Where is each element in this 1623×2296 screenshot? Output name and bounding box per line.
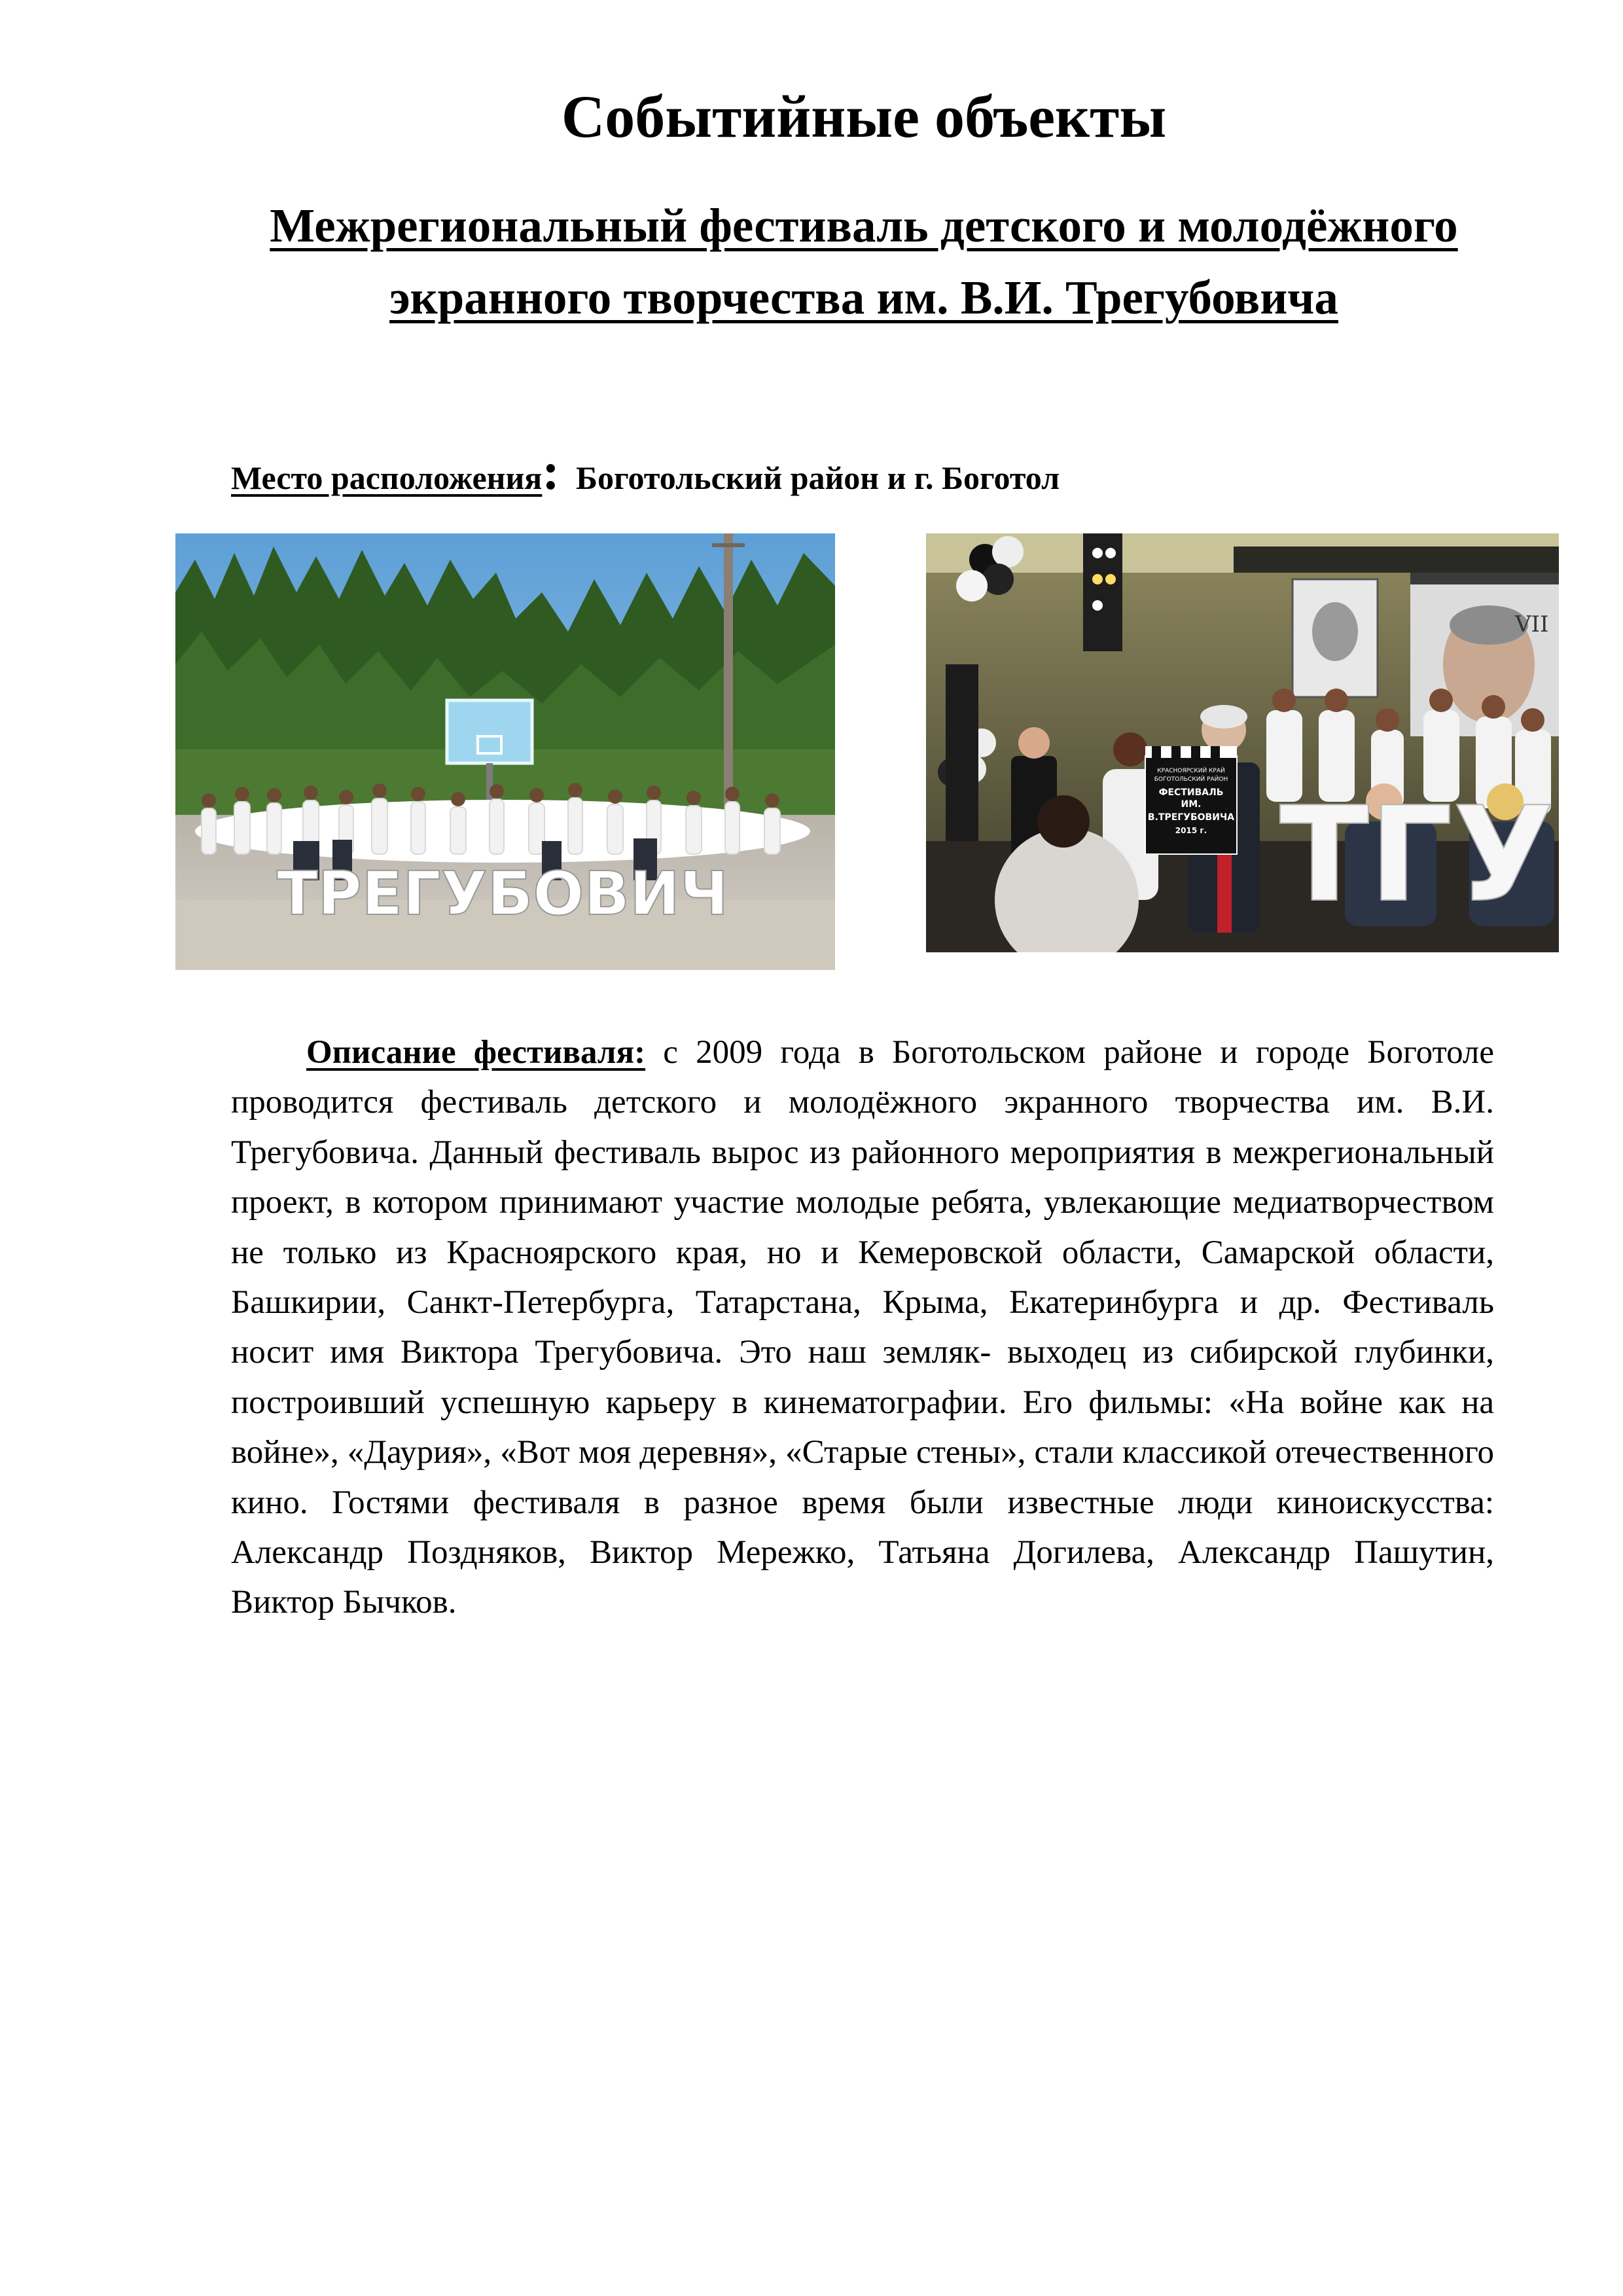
- photo-right-letters: ТГУ: [1279, 779, 1554, 931]
- photo-festival-stage: [926, 533, 1559, 952]
- clapper-line-2: БОГОТОЛЬСКИЙ РАЙОН: [1154, 776, 1228, 783]
- clapper-line-3: ФЕСТИВАЛЬ: [1158, 787, 1224, 798]
- photo-left-letters: ТРЕГУБОВИЧ: [277, 859, 728, 929]
- photo-festival-stage-image: [926, 533, 1559, 952]
- location-line: [231, 442, 1060, 507]
- description-text: с 2009 года в Боготольском районе и городе Боготоле проводится фестиваль детского и молодёжного экранного творчества им. В.И. Трегубовича. Данный фестиваль вырос из районного мероприятия в межрегиональный проект, в котором принимают участие молодые ребята, увлекающие медиатворчеством не только из Красноярского края, но и Кемеровской области, Самарской области, Башкирии, Санкт-Петербурга, Татарстана, Крыма, Екатеринбурга и др. Фестиваль носит имя Виктора Трегубовича. Это наш земляк- выходец из сибирской глубинки, построивший успешную карьеру в кинематографии. Его фильмы: «На войне как на войне», «Даурия», «Вот моя деревня», «Старые стены», стали классикой отечественного кино. Гостями фестиваля в разное время были известные люди киноискусства: Александр Поздняков, Виктор Мережко, Татьяна Догилева, Александр Пашутин, Виктор Бычков.: [231, 1034, 1494, 1621]
- clapper-line-5: В.ТРЕГУБОВИЧА: [1147, 812, 1235, 823]
- photo-group-outdoor-image: [175, 533, 835, 970]
- festival-title: [249, 190, 1479, 334]
- location-label: Место расположения: [231, 459, 543, 496]
- clapper-line-6: 2015 г.: [1175, 826, 1207, 835]
- location-colon: :: [542, 443, 560, 501]
- clapper-line-1: КРАСНОЯРСКИЙ КРАЙ: [1157, 768, 1225, 774]
- description-label: Описание фестиваля:: [306, 1034, 646, 1071]
- festival-description: [231, 1028, 1494, 1628]
- photo-group-outdoor: [175, 533, 835, 970]
- festival-title-text: Межрегиональный фестиваль детского и молодёжного экранного творчества им. В.И. Трегубовича: [270, 199, 1458, 324]
- page-title: Событийные объекты: [561, 83, 1167, 150]
- location-value: Боготольский район и г. Боготол: [575, 459, 1060, 496]
- photo-right-screen-text: VII: [1515, 611, 1549, 637]
- clapper-line-4: ИМ.: [1181, 799, 1202, 810]
